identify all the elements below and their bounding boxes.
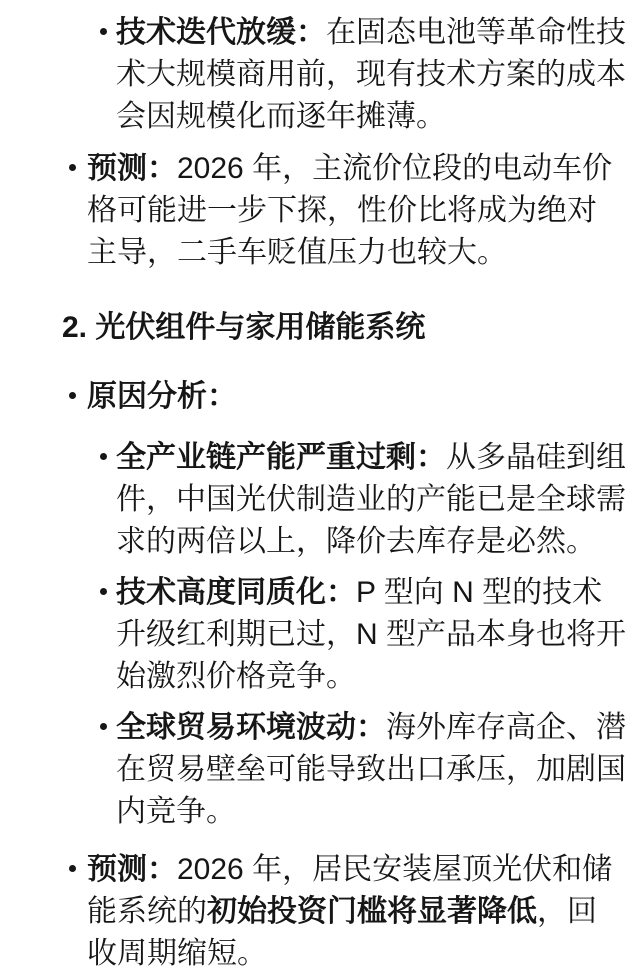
list-item-text: 从多晶硅到组件，中国光伏制造业的产能已是全球需求的两倍以上，降价去库存是必然。 (116, 441, 626, 558)
list-item-text: 2026 年，居民安装屋顶光伏和储能系统的 (87, 853, 613, 928)
list-item-text: 2026 年，主流价位段的电动车价格可能进一步下探，性价比将成为绝对主导，二手车贬值压力也较大。 (87, 152, 613, 269)
list-item-label: 预测： (87, 152, 177, 185)
bullet-dot-icon (69, 865, 76, 872)
bullet-dot-icon (100, 723, 107, 730)
bullet-dot-icon (100, 28, 107, 35)
list-item-text: P 型向 N 型的技术升级红利期已过，N 型产品本身也将开始激烈价格竞争。 (116, 576, 626, 693)
bullet-dot-icon (69, 164, 76, 171)
list-item-label: 原因分析： (87, 380, 237, 413)
list-item-label: 全球贸易环境波动： (116, 711, 386, 744)
list-item-text: 海外库存高企、潜在贸易壁垒可能导致出口承压，加剧国内竞争。 (116, 711, 626, 828)
list-item-text: 在固态电池等革命性技术大规模商用前，现有技术方案的成本会因规模化而逐年摊薄。 (116, 16, 626, 133)
list-item-prediction-ev (0, 148, 640, 274)
list-item-reason-trade (0, 707, 640, 833)
list-item-label: 技术迭代放缓： (116, 16, 326, 49)
list-item-text: ，回收周期缩短。 (87, 895, 597, 970)
list-item-reason-analysis (0, 376, 640, 418)
bullet-dot-icon (100, 588, 107, 595)
bullet-dot-icon (69, 392, 76, 399)
section-heading: 2. 光伏组件与家用储能系统 (62, 311, 426, 344)
list-item-label: 技术高度同质化： (116, 576, 356, 609)
list-item-label: 全产业链产能严重过剩： (116, 441, 446, 474)
list-item-prediction-pv (0, 849, 640, 971)
list-item-label: 预测： (87, 853, 177, 886)
bullet-dot-icon (100, 453, 107, 460)
list-item-reason-homogenization (0, 572, 640, 698)
list-item-highlight: 初始投资门槛将显著降低 (207, 895, 537, 928)
list-item-reason-overcapacity (0, 437, 640, 563)
list-item-tech-iteration (0, 12, 640, 138)
